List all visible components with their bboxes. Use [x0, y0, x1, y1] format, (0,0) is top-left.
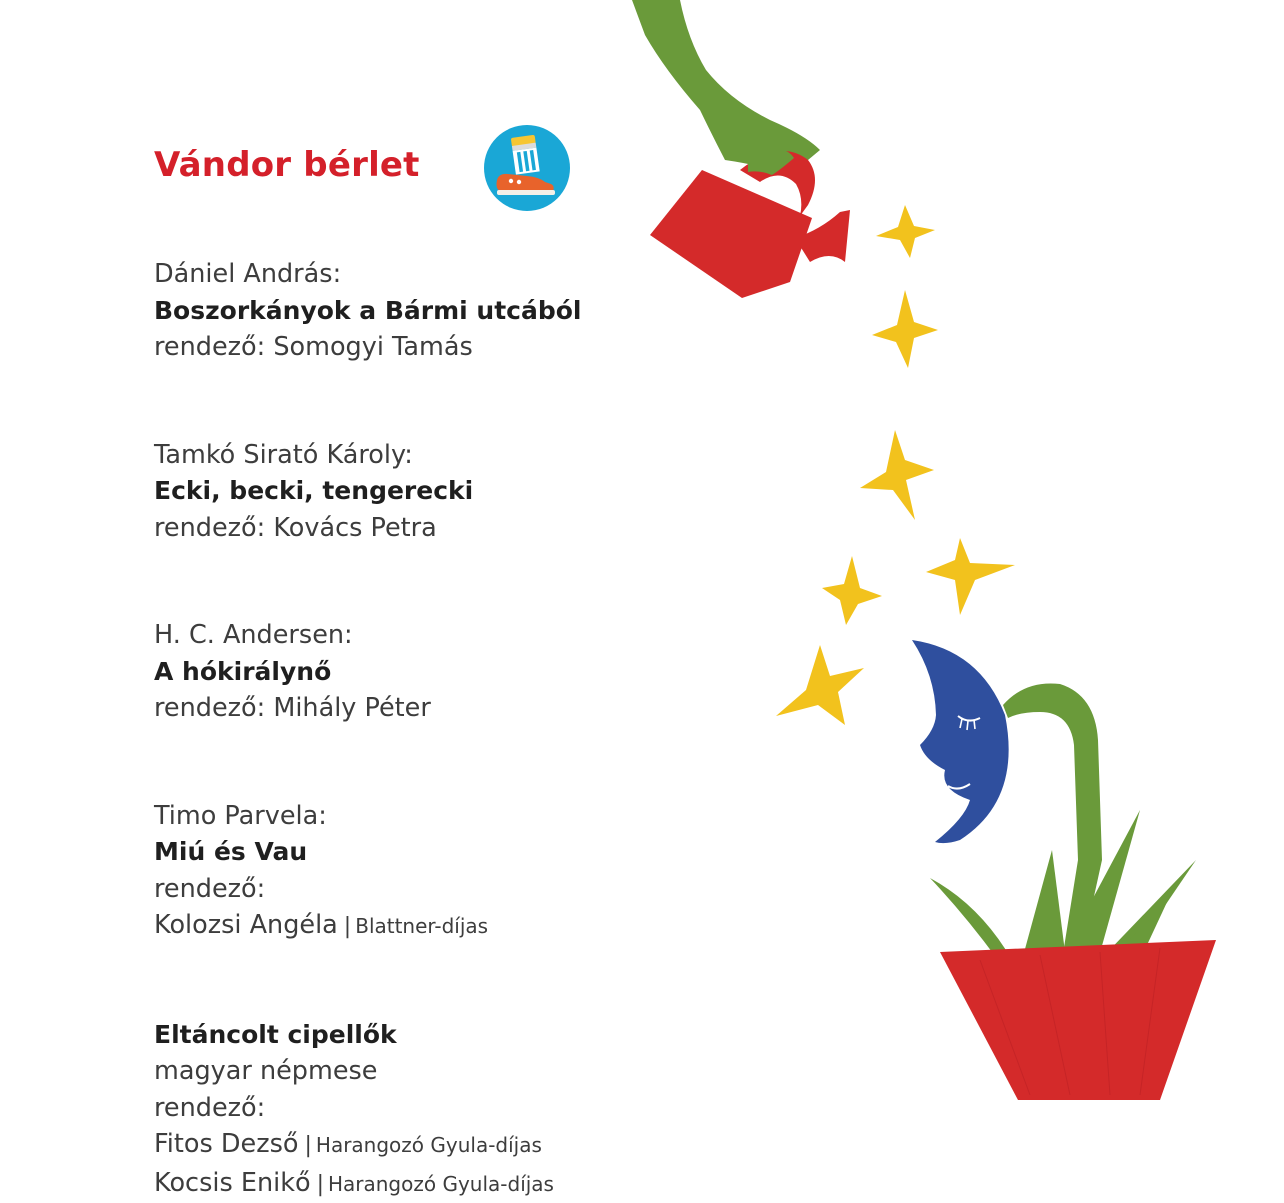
moon-face-icon — [912, 640, 1009, 843]
program-title: Miú és Vau — [154, 834, 674, 871]
arm-icon — [632, 0, 820, 175]
director-name: Kolozsi Angéla — [154, 910, 338, 940]
separator: | — [298, 1133, 315, 1158]
program-item — [154, 256, 674, 366]
director-award: Harangozó Gyula-díjas — [328, 1172, 554, 1196]
program-item — [154, 798, 674, 946]
separator: | — [338, 914, 355, 939]
separator: | — [311, 1172, 328, 1197]
star-icon — [872, 290, 938, 368]
illustration — [600, 0, 1284, 1200]
page-title: Vándor bérlet — [154, 141, 420, 189]
program-title: Ecki, becki, tengerecki — [154, 473, 674, 510]
program-director-row — [154, 1126, 674, 1165]
director-name: Kocsis Enikő — [154, 1168, 311, 1198]
star-icon — [860, 430, 934, 520]
program-item — [154, 1017, 674, 1203]
watering-can-icon — [650, 150, 850, 298]
director-name: Fitos Dezső — [154, 1129, 298, 1159]
program-subtitle: magyar népmese — [154, 1053, 674, 1090]
program-item — [154, 617, 674, 727]
star-icon — [822, 556, 882, 625]
program-title: A hókirálynő — [154, 654, 674, 691]
program-author: Timo Parvela: — [154, 798, 674, 835]
star-icon — [876, 205, 935, 258]
walking-pencil-shoe-icon — [483, 124, 571, 212]
star-icon — [926, 538, 1015, 615]
director-award: Harangozó Gyula-díjas — [316, 1133, 542, 1157]
program-director-label: rendező: — [154, 1090, 674, 1127]
program-director: rendező: Mihály Péter — [154, 690, 674, 727]
program-author: H. C. Andersen: — [154, 617, 674, 654]
program-list — [154, 256, 674, 1203]
program-title: Boszorkányok a Bármi utcából — [154, 293, 674, 330]
director-award: Blattner-díjas — [355, 914, 488, 938]
program-item — [154, 437, 674, 547]
program-director-row — [154, 1165, 674, 1203]
program-director-label: rendező: — [154, 871, 674, 908]
program-title: Eltáncolt cipellők — [154, 1017, 674, 1054]
program-director: rendező: Somogyi Tamás — [154, 329, 674, 366]
star-icon — [776, 645, 864, 725]
program-director-row — [154, 907, 674, 946]
program-director: rendező: Kovács Petra — [154, 510, 674, 547]
program-author: Tamkó Sirató Károly: — [154, 437, 674, 474]
program-author: Dániel András: — [154, 256, 674, 293]
